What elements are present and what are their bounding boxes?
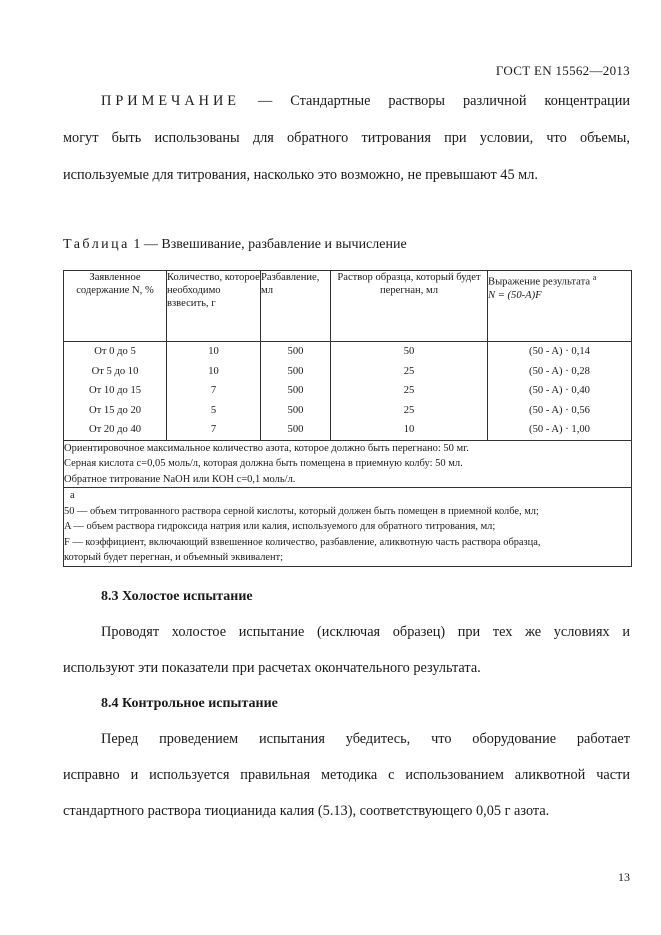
cell-sample: 50: [403, 346, 415, 357]
note-line-1: [101, 93, 630, 110]
note-label: ПРИМЕЧАНИЕ: [101, 93, 241, 109]
cell-quantity: 10: [208, 346, 219, 357]
cell-dilution: 500: [287, 424, 304, 436]
table-notes-row: [64, 440, 632, 488]
table-note: Обратное титрование NaOH или КОН c=0,1 моль/л.: [64, 473, 296, 485]
footnote-line: F — коэффициент, включающий взвешенное количество, разбавление, аликвотную часть раствора образца,: [64, 536, 541, 548]
section-8-4-title: 8.4 Контрольное испытание: [101, 696, 278, 711]
cell-dilution: 500: [287, 365, 304, 377]
table-caption: [63, 237, 407, 253]
table-note: Серная кислота c=0,05 моль/л, которая должна быть помещена в приемную колбу: 50 мл.: [64, 458, 463, 470]
header-dilution: Разбавление, мл: [261, 271, 331, 342]
footnote-line: A — объем раствора гидроксида натрия или калия, используемого для обратного титрования, мл;: [64, 521, 496, 533]
cell-expression: (50 - A) · 1,00: [529, 424, 590, 436]
cell-sample: 25: [403, 385, 415, 397]
table-footnote-row: [64, 488, 632, 566]
cell-range: От 15 до 20: [88, 404, 142, 416]
cell-range: От 0 до 5: [94, 346, 136, 357]
note-dash: —: [258, 93, 273, 109]
section-8-3-line-2: используют эти показатели при расчетах окончательного результата.: [63, 660, 481, 676]
table-body-row: [64, 342, 632, 441]
section-8-3-title: 8.3 Холостое испытание: [101, 589, 253, 604]
cell-dilution: 500: [287, 385, 304, 397]
cell-expression: (50 - A) · 0,14: [529, 346, 590, 357]
cell-quantity: 7: [210, 424, 217, 436]
table-header-row: [64, 271, 632, 342]
header-declared: Заявленное содержание N, %: [64, 271, 167, 342]
col-range: [64, 342, 167, 441]
table-note: Ориентировочное максимальное количество азота, которое должно быть перегнано: 50 мг.: [64, 442, 469, 454]
header-expression-mark: a: [592, 273, 597, 282]
header-expression-formula: N = (50-A)F: [488, 289, 542, 301]
cell-expression: (50 - A) · 0,40: [529, 385, 590, 397]
col-dilution: [261, 342, 331, 441]
col-sample: [331, 342, 488, 441]
section-8-4-line-3: стандартного раствора тиоцианида калия (5.13), соответствующего 0,05 г азота.: [63, 803, 550, 819]
cell-range: От 20 до 40: [88, 424, 142, 436]
page-number: 13: [618, 870, 630, 884]
cell-quantity: 10: [208, 365, 219, 377]
header-expression-label: Выражение результата: [488, 276, 591, 288]
section-8-4-line-2: исправно и используется правильная методика с использованием аликвотной части: [63, 767, 630, 783]
cell-sample: 25: [403, 404, 415, 416]
note-line-2: могут быть использованы для обратного титрования при условии, что объемы,: [63, 130, 630, 146]
header-quantity: Количество, которое необходимо взвесить, г: [167, 271, 261, 342]
section-8-3-line-1: Проводят холостое испытание (исключая образец) при тех же условиях и: [101, 624, 630, 640]
cell-dilution: 500: [287, 346, 304, 357]
cell-sample: 25: [403, 365, 415, 377]
cell-expression: (50 - A) · 0,28: [529, 365, 590, 377]
table-caption-word: Таблица: [63, 237, 130, 252]
cell-quantity: 5: [210, 404, 217, 416]
footnote-mark: a: [70, 490, 75, 502]
note-line-3: используемые для титрования, насколько это возможно, не превышают 45 мл.: [63, 167, 538, 183]
cell-sample: 10: [403, 424, 415, 436]
table-footnote: [64, 488, 632, 566]
col-expression: [488, 342, 632, 441]
col-quantity: [167, 342, 261, 441]
cell-quantity: 7: [210, 385, 217, 397]
cell-dilution: 500: [287, 404, 304, 416]
table-notes: [64, 440, 632, 488]
header-expression: [488, 271, 632, 342]
section-8-4-line-1: Перед проведением испытания убедитесь, что оборудование работает: [101, 731, 630, 747]
header-sample: Раствор образца, который будет перегнан, мл: [331, 271, 488, 342]
cell-range: От 5 до 10: [91, 365, 139, 377]
cell-range: От 10 до 15: [88, 385, 142, 397]
cell-expression: (50 - A) · 0,56: [529, 404, 590, 416]
weighing-table: [63, 270, 632, 567]
footnote-line: который будет перегнан, и объемный эквивалент;: [64, 552, 284, 564]
note-text-1: Стандартные растворы различной концентрации: [290, 93, 631, 109]
footnote-line: 50 — объем титрованного раствора серной кислоты, который должен быть помещен в приемной колбе, мл;: [64, 505, 539, 517]
table-caption-title: 1 — Взвешивание, разбавление и вычисление: [133, 237, 407, 252]
standard-designation: ГОСТ EN 15562—2013: [495, 63, 630, 78]
